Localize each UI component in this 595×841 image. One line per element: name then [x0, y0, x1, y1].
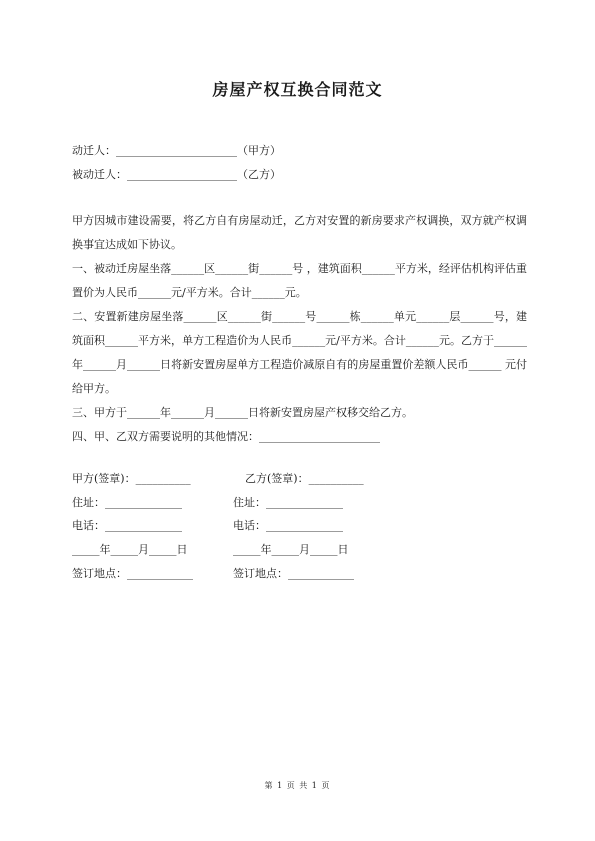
clause-four: 四、甲、乙双方需要说明的其他情况：______________________	[72, 430, 380, 443]
document-title: 房屋产权互换合同范文	[212, 80, 383, 99]
clause-three: 三、甲方于______年______月______日将新安置房屋产权移交给乙方。	[72, 406, 413, 419]
party-b-place: 签订地点：____________	[233, 567, 354, 580]
party-b-phone: 电话：______________	[233, 519, 343, 532]
party-b-line: 被动迁人：____________________（乙方）	[72, 168, 281, 181]
party-a-seal: 甲方(签章)：__________	[72, 472, 191, 485]
party-a-place: 签订地点：____________	[72, 567, 193, 580]
intro-paragraph: 甲方因城市建设需要，将乙方自有房屋动迁，乙方对安置的新房要求产权调换，双方就产权调换事宜达成如下协议。	[72, 214, 527, 251]
party-b-address: 住址：______________	[233, 496, 343, 509]
contract-body	[72, 209, 527, 449]
party-a-line: 动迁人：______________________（甲方）	[72, 144, 281, 157]
party-a-address: 住址：______________	[72, 496, 182, 509]
party-a-date: _____年_____月_____日	[72, 543, 188, 556]
page-footer: 第 1 页 共 1 页	[264, 781, 331, 790]
party-b-seal: 乙方(签章)：__________	[245, 472, 364, 485]
party-b-date: _____年_____月_____日	[233, 543, 349, 556]
clause-two: 二、安置新建房屋坐落______区______街______号______栋______单元______层______号，建筑面积______平方米，单方工程造价为人民币______元/平方米。合计______元。乙方于______年______月______日将新安置房屋单方工程造价减原自有的房屋重置价差额人民币______ 元付给甲方。	[72, 310, 527, 395]
party-a-phone: 电话：______________	[72, 519, 182, 532]
clause-one: 一、被动迁房屋坐落______区______街______号 ，建筑面积______平方米，经评估机构评估重置价为人民币______元/平方米。合计______元。	[72, 262, 527, 299]
